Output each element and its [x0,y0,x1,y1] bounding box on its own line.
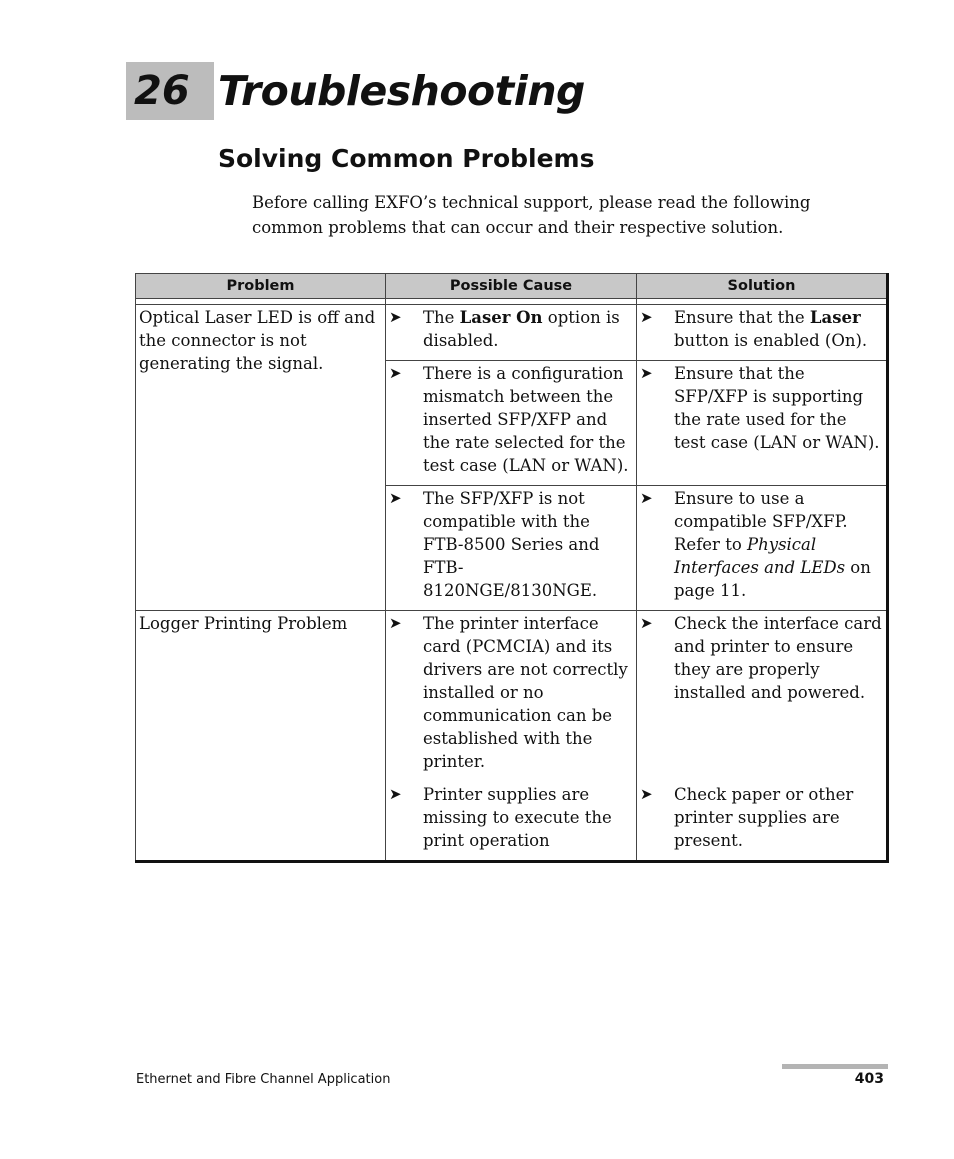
solution-text: Check the interface card and printer to ensure they are properly installed and powered. [674,614,882,702]
cause-text: The SFP/XFP is not compatible with the FTB-8500 Series and FTB-8120NGE/8130NGE. [423,489,600,600]
bullet-arrow-icon: ➤ [640,364,653,382]
chapter-title: Troubleshooting [218,67,585,115]
column-header-problem: Problem [136,274,386,299]
bullet-arrow-icon: ➤ [640,785,653,803]
bullet-arrow-icon: ➤ [389,308,402,326]
solution-cell [637,777,888,862]
solution-cell [637,361,888,486]
bullet-arrow-icon: ➤ [389,785,402,803]
footer-document-title: Ethernet and Fibre Channel Application [136,1072,391,1087]
chapter-number: 26 [134,68,190,114]
solution-text: Ensure to use a compatible SFP/XFP. Refer to [674,489,848,554]
bullet-arrow-icon: ➤ [640,308,653,326]
solution-cell [637,611,888,778]
bullet-arrow-icon: ➤ [389,489,402,507]
solution-text: on page 11. [674,558,871,600]
intro-line: Before calling EXFO’s technical support, please read the following [252,193,811,212]
solution-cell [637,305,888,361]
table-row [136,305,888,361]
bullet-arrow-icon: ➤ [389,364,402,382]
problem-cell: Optical Laser LED is off and the connector is not generating the signal. [136,305,386,611]
column-header-solution: Solution [637,274,888,299]
solution-text-bold: Laser [809,308,861,327]
solution-text: Ensure that the SFP/XFP is supporting the rate used for the test case (LAN or WAN). [674,364,880,452]
bullet-arrow-icon: ➤ [389,614,402,632]
section-title: Solving Common Problems [218,144,595,173]
bullet-arrow-icon: ➤ [640,614,653,632]
table-row [136,611,888,778]
column-header-cause: Possible Cause [386,274,637,299]
cause-cell [386,305,637,361]
cause-cell [386,777,637,862]
cause-text: The [423,308,460,327]
solution-text: Ensure that the [674,308,810,327]
cause-text: option is disabled. [423,308,620,350]
cause-cell [386,611,637,778]
cause-text: The printer interface card (PCMCIA) and its drivers are not correctly installed or no communication can be established with the printer. [423,614,628,771]
solution-text-italic: Physical Interfaces and LEDs [674,535,846,577]
cause-text: There is a configuration mismatch between the inserted SFP/XFP and the rate selected for the test case (LAN or WAN). [423,364,629,475]
cause-text: Printer supplies are missing to execute the print operation [423,785,612,850]
cause-cell [386,486,637,611]
cause-cell [386,361,637,486]
bullet-arrow-icon: ➤ [640,489,653,507]
solution-text: Check paper or other printer supplies are present. [674,785,854,850]
problem-cell: Logger Printing Problem [136,611,386,862]
solution-cell [637,486,888,611]
page-number: 403 [854,1071,884,1087]
cause-text-bold: Laser On [459,308,543,327]
intro-paragraph [252,190,852,240]
troubleshooting-table [135,273,889,863]
table-header-row [136,274,888,299]
solution-text: button is enabled (On). [674,331,868,350]
intro-line: common problems that can occur and their respective solution. [252,218,784,237]
